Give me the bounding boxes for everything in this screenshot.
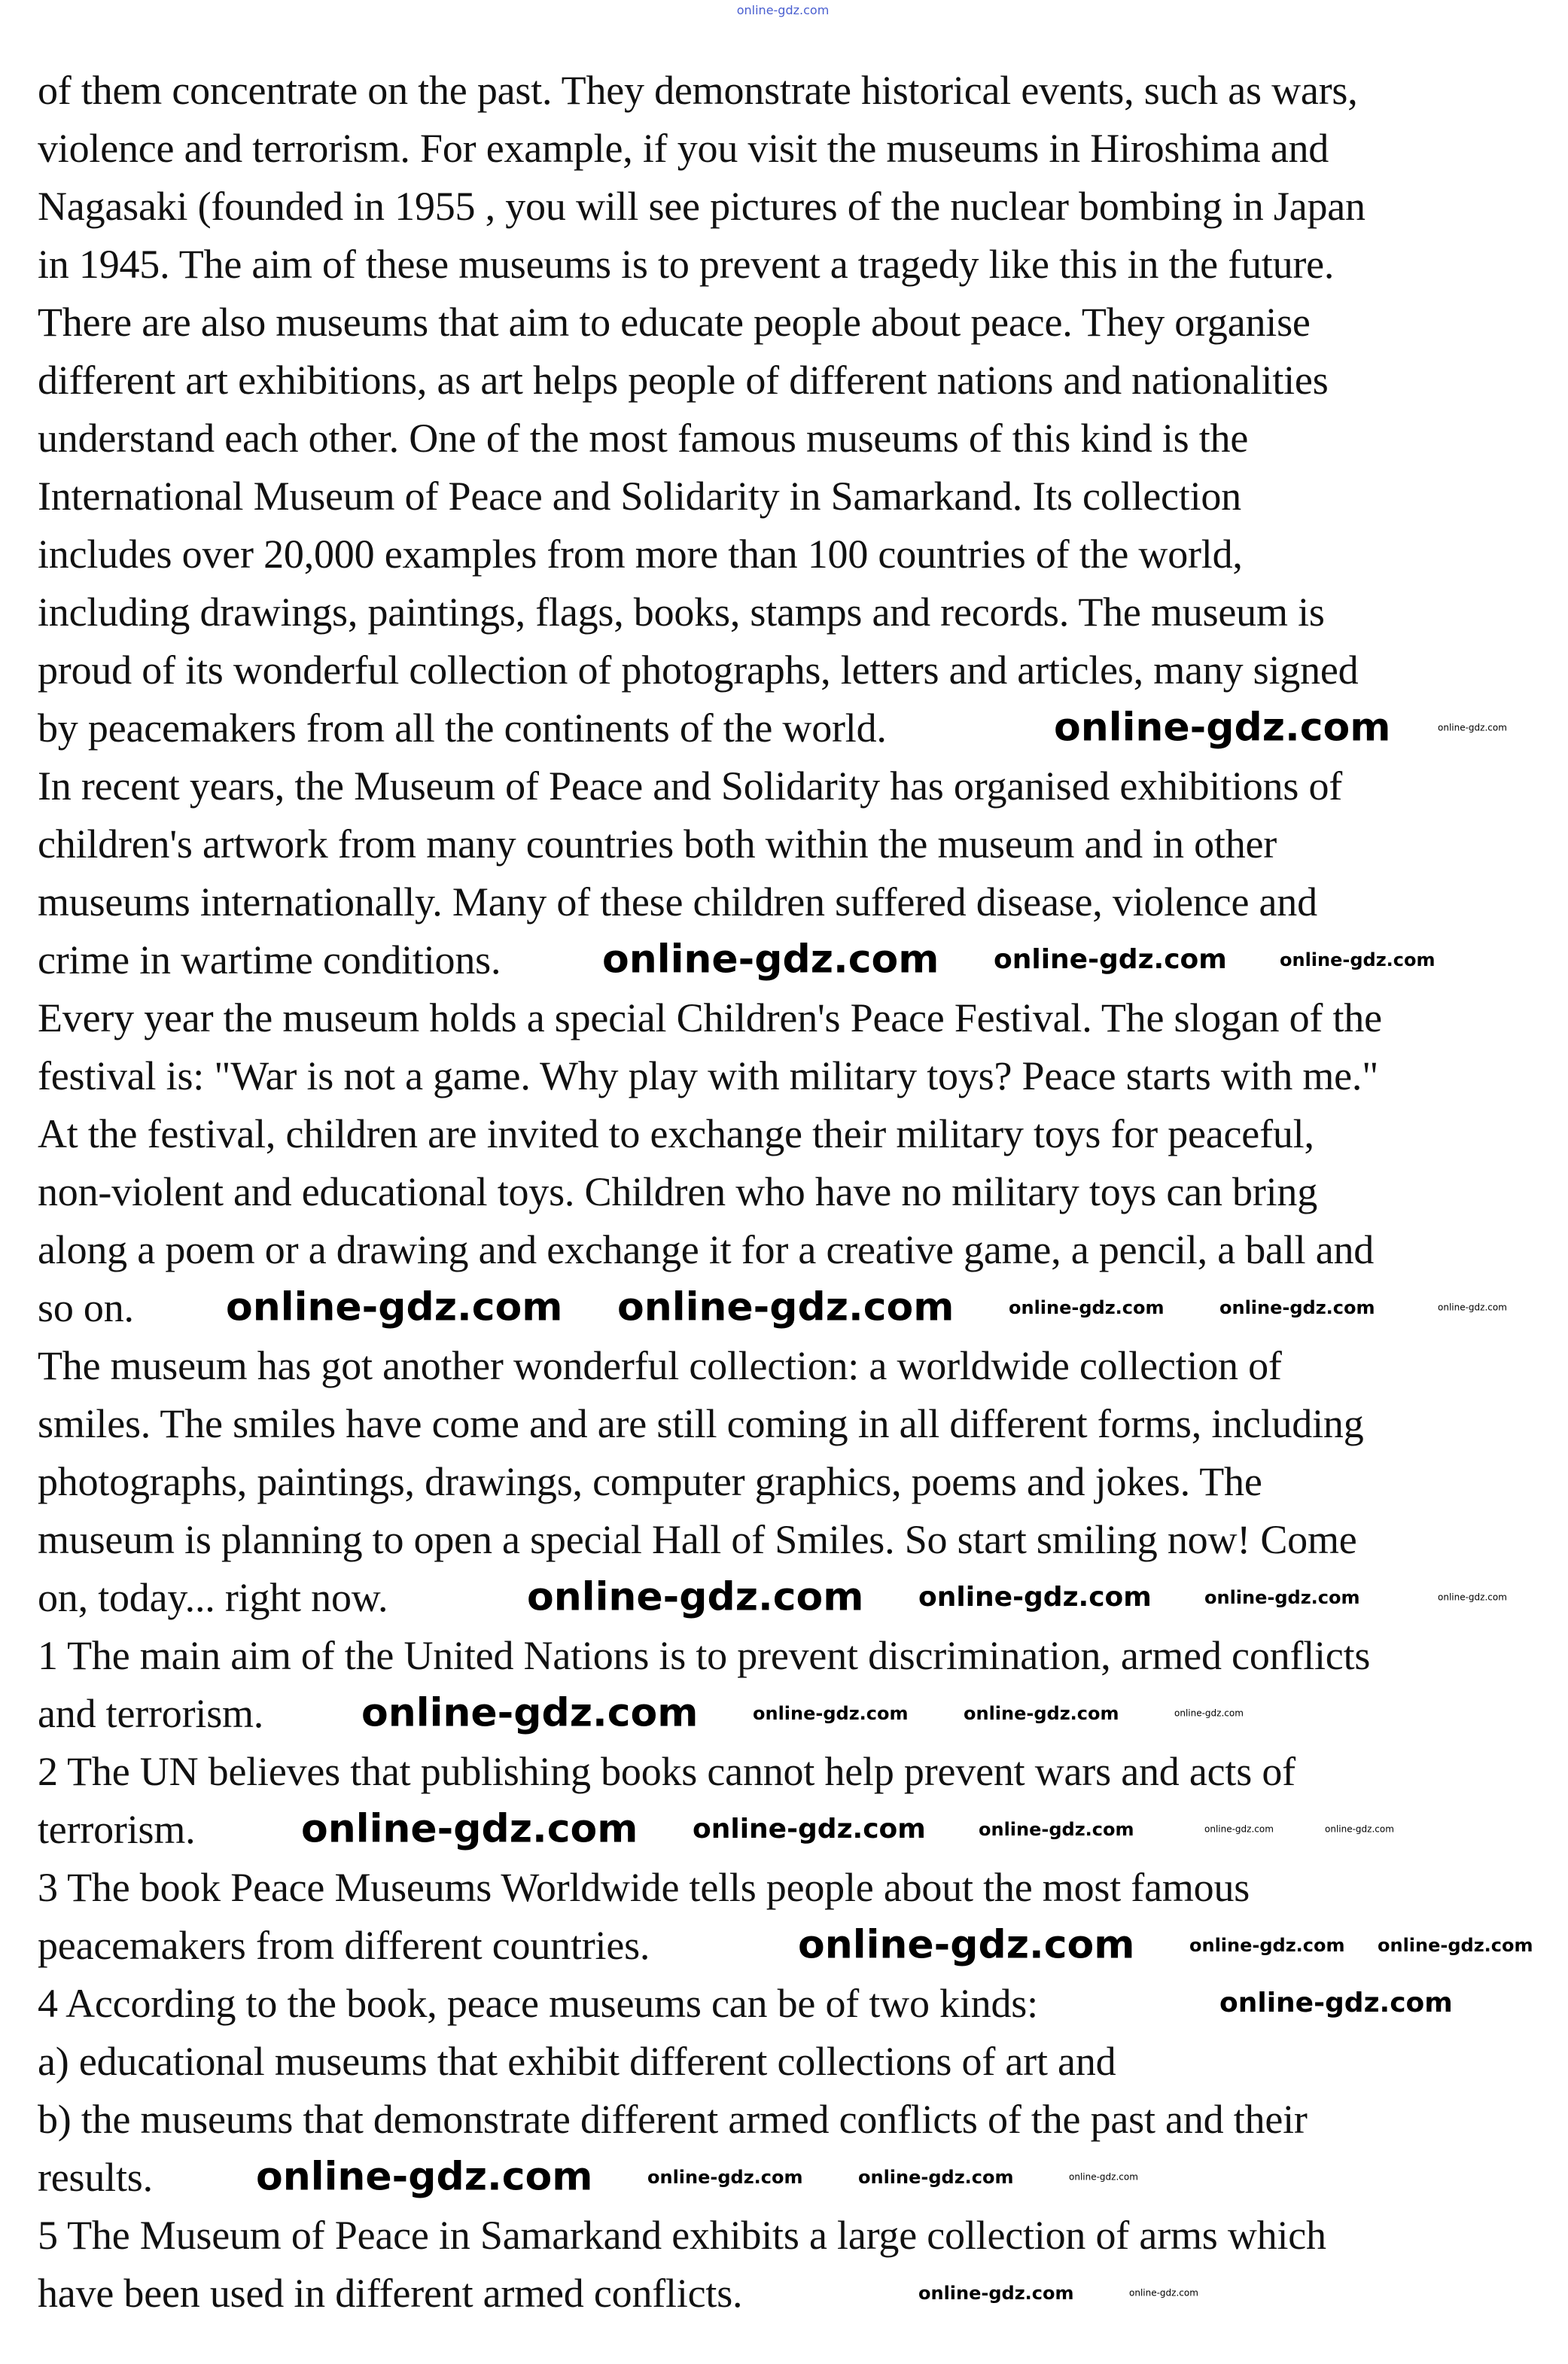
watermark: online-gdz.com [1174, 1708, 1244, 1719]
watermark: online-gdz.com [1438, 1302, 1507, 1313]
text-line: understand each other. One of the most famous museums of this kind is the [38, 416, 1249, 461]
watermark: online-gdz.com [918, 1582, 1152, 1613]
watermark: online-gdz.com [1219, 1988, 1453, 2019]
watermark: online-gdz.com [226, 1284, 563, 1330]
watermark: online-gdz.com [753, 1702, 909, 1724]
watermark: online-gdz.com [617, 1284, 955, 1330]
text-line: There are also museums that aim to educate people about peace. They organise [38, 300, 1311, 345]
watermark: online-gdz.com [1204, 1586, 1360, 1608]
text-line: results. [38, 2155, 153, 2200]
text-line: non-violent and educational toys. Children who have no military toys can bring [38, 1169, 1318, 1214]
watermark: online-gdz.com [1280, 949, 1436, 970]
text-line: and terrorism. [38, 1691, 264, 1736]
text-line: of them concentrate on the past. They demonstrate historical events, such as wars, [38, 68, 1358, 113]
watermark: online-gdz.com [1438, 1592, 1507, 1603]
text-line: In recent years, the Museum of Peace and Solidarity has organised exhibitions of [38, 763, 1343, 809]
text-line: peacemakers from different countries. [38, 1923, 650, 1968]
text-line: violence and terrorism. For example, if you visit the museums in Hiroshima and [38, 126, 1329, 171]
watermark: online-gdz.com [256, 2154, 593, 2200]
watermark: online-gdz.com [1009, 1296, 1165, 1318]
text-line: a) educational museums that exhibit different collections of art and [38, 2039, 1116, 2084]
text-line: 3 The book Peace Museums Worldwide tells people about the most famous [38, 1865, 1250, 1910]
watermark: online-gdz.com [1129, 2287, 1198, 2299]
text-line: so on. [38, 1285, 134, 1330]
watermark: online-gdz.com [361, 1690, 699, 1736]
text-line: museums internationally. Many of these children suffered disease, violence and [38, 879, 1317, 925]
text-line: festival is: "War is not a game. Why play with military toys? Peace starts with me." [38, 1053, 1379, 1098]
text-line: At the festival, children are invited to exchange their military toys for peaceful, [38, 1111, 1314, 1156]
text-line: different art exhibitions, as art helps people of different nations and nationalities [38, 358, 1329, 403]
text-line: 4 According to the book, peace museums can be of two kinds: [38, 1981, 1038, 2026]
text-line: on, today... right now. [38, 1575, 388, 1620]
watermark: online-gdz.com [918, 2282, 1074, 2304]
watermark: online-gdz.com [1219, 1296, 1375, 1318]
text-line: proud of its wonderful collection of photographs, letters and articles, many signed [38, 647, 1359, 693]
watermark: online-gdz.com [1378, 1934, 1533, 1956]
text-line: terrorism. [38, 1807, 196, 1852]
watermark: online-gdz.com [1325, 1823, 1394, 1835]
watermark: online-gdz.com [964, 1702, 1119, 1724]
watermark: online-gdz.com [1069, 2171, 1138, 2183]
document-text [38, 62, 1382, 2323]
text-line: Every year the museum holds a special Children's Peace Festival. The slogan of the [38, 995, 1382, 1040]
text-line: crime in wartime conditions. [38, 937, 501, 982]
text-line: along a poem or a drawing and exchange it for a creative game, a pencil, a ball and [38, 1227, 1375, 1272]
text-line: by peacemakers from all the continents of the world. [38, 705, 887, 751]
watermark: online-gdz.com [736, 3, 830, 18]
watermark: online-gdz.com [1189, 1934, 1345, 1956]
watermark: online-gdz.com [693, 1814, 926, 1845]
watermark: online-gdz.com [602, 937, 939, 982]
text-line: smiles. The smiles have come and are still coming in all different forms, including [38, 1401, 1364, 1446]
text-line: International Museum of Peace and Solidarity in Samarkand. Its collection [38, 474, 1241, 519]
text-line: museum is planning to open a special Hall of Smiles. So start smiling now! Come [38, 1517, 1357, 1562]
watermark: online-gdz.com [301, 1806, 638, 1852]
text-line: including drawings, paintings, flags, books, stamps and records. The museum is [38, 589, 1325, 635]
text-line: includes over 20,000 examples from more than 100 countries of the world, [38, 532, 1243, 577]
watermark: online-gdz.com [1438, 722, 1507, 733]
watermark: online-gdz.com [994, 944, 1227, 976]
text-line: 2 The UN believes that publishing books cannot help prevent wars and acts of [38, 1749, 1296, 1794]
text-line: The museum has got another wonderful collection: a worldwide collection of [38, 1343, 1282, 1388]
text-line: Nagasaki (founded in 1955 , you will see pictures of the nuclear bombing in Japan [38, 184, 1366, 229]
text-line: b) the museums that demonstrate different armed conflicts of the past and their [38, 2097, 1308, 2142]
watermark: online-gdz.com [1054, 705, 1391, 751]
text-line: photographs, paintings, drawings, computer graphics, poems and jokes. The [38, 1459, 1262, 1504]
text-line: children's artwork from many countries both within the museum and in other [38, 821, 1277, 867]
watermark: online-gdz.com [1204, 1823, 1274, 1835]
text-line: have been used in different armed conflicts. [38, 2271, 743, 2316]
text-line: 1 The main aim of the United Nations is to prevent discrimination, armed conflicts [38, 1633, 1371, 1678]
watermark: online-gdz.com [798, 1922, 1135, 1968]
text-line: 5 The Museum of Peace in Samarkand exhibits a large collection of arms which [38, 2213, 1326, 2258]
watermark: online-gdz.com [979, 1818, 1134, 1840]
watermark: online-gdz.com [527, 1574, 864, 1620]
watermark: online-gdz.com [858, 2166, 1014, 2188]
text-line: in 1945. The aim of these museums is to prevent a tragedy like this in the future. [38, 242, 1335, 287]
watermark: online-gdz.com [647, 2166, 803, 2188]
